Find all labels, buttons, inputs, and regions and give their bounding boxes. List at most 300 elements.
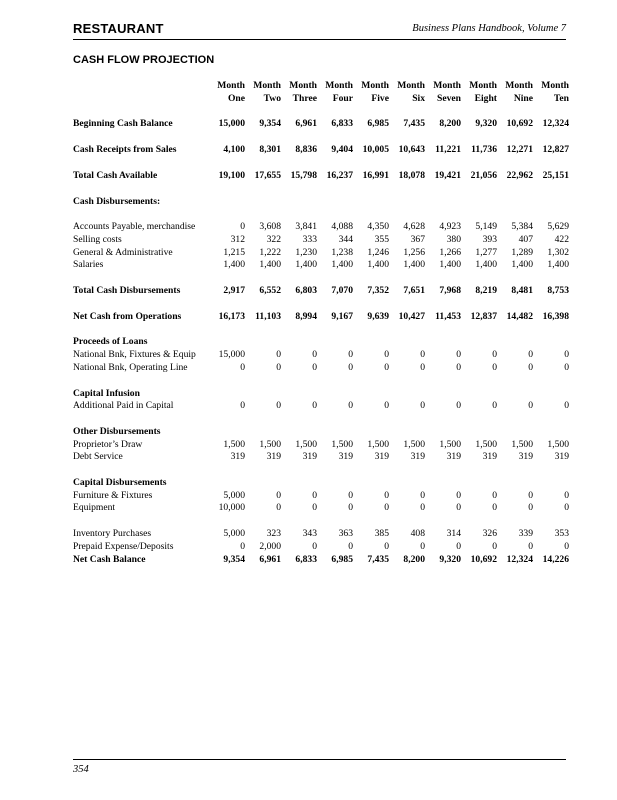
row-value: 0	[420, 349, 425, 361]
page-number: 354	[73, 764, 89, 775]
row-value: 0	[528, 349, 533, 361]
table-row	[73, 285, 569, 298]
row-value: 0	[492, 540, 497, 552]
row-value: 6,961	[259, 553, 281, 565]
row-value: 1,500	[475, 438, 497, 450]
row-value: 1,400	[295, 259, 317, 271]
row-value	[245, 388, 281, 401]
row-value: 6,961	[295, 118, 317, 130]
row-value: 18,078	[398, 169, 425, 181]
row-label: Debt Service	[73, 451, 123, 463]
row-value: 1,302	[547, 246, 569, 258]
column-header: Month	[469, 80, 497, 91]
table-row	[73, 528, 569, 541]
row-value: 319	[374, 451, 389, 463]
spacer-row	[73, 272, 569, 285]
row-value: 319	[482, 451, 497, 463]
row-value	[245, 196, 281, 209]
row-value: 3,608	[259, 221, 281, 233]
row-value	[317, 388, 353, 401]
row-value: 0	[240, 361, 245, 373]
row-value: 408	[410, 528, 425, 540]
spacer-row	[73, 157, 569, 170]
column-header: Five	[371, 92, 389, 104]
spacer-row	[73, 464, 569, 477]
spacer-row	[73, 375, 569, 388]
row-value: 1,400	[223, 259, 245, 271]
header-label-blank	[73, 80, 209, 93]
row-value: 0	[312, 502, 317, 514]
row-label: Cash Receipts from Sales	[73, 144, 177, 156]
row-value: 0	[420, 502, 425, 514]
row-value: 1,500	[439, 438, 461, 450]
row-value	[389, 336, 425, 349]
spacer-cell	[73, 157, 569, 170]
row-value: 8,200	[403, 553, 425, 565]
row-value: 17,655	[254, 169, 281, 181]
row-value: 3,841	[295, 221, 317, 233]
row-value: 2,000	[259, 540, 281, 552]
row-label: Net Cash from Operations	[73, 310, 182, 322]
row-label: Additional Paid in Capital	[73, 400, 174, 412]
header-book-title: Business Plans Handbook, Volume 7	[412, 23, 566, 34]
row-value: 4,628	[403, 221, 425, 233]
row-value: 1,400	[547, 259, 569, 271]
spacer-row	[73, 105, 569, 118]
table-row	[73, 349, 569, 362]
row-value: 8,836	[295, 144, 317, 156]
row-value: 1,500	[295, 438, 317, 450]
row-value: 11,221	[435, 144, 461, 156]
row-value: 7,435	[367, 553, 389, 565]
row-value	[425, 426, 461, 439]
row-value: 12,324	[506, 553, 533, 565]
row-value	[389, 426, 425, 439]
column-header: Four	[332, 92, 353, 104]
row-value: 5,384	[511, 221, 533, 233]
row-value: 0	[312, 489, 317, 501]
row-value: 0	[528, 502, 533, 514]
row-value: 0	[420, 400, 425, 412]
row-value: 10,643	[398, 144, 425, 156]
row-label: Capital Infusion	[73, 387, 140, 399]
table-body	[73, 105, 569, 566]
row-label: Other Disbursements	[73, 425, 161, 437]
column-header: Two	[263, 92, 281, 104]
row-value: 1,277	[475, 246, 497, 258]
spacer-cell	[73, 464, 569, 477]
column-header: Month	[541, 80, 569, 91]
row-value: 1,256	[403, 246, 425, 258]
row-value	[281, 336, 317, 349]
row-value: 11,453	[435, 310, 461, 322]
row-value: 0	[528, 361, 533, 373]
spacer-cell	[73, 105, 569, 118]
row-value: 1,400	[367, 259, 389, 271]
spacer-cell	[73, 131, 569, 144]
row-value: 12,324	[542, 118, 569, 130]
header-section-title: RESTAURANT	[73, 21, 164, 36]
row-value: 1,246	[367, 246, 389, 258]
row-value: 1,289	[511, 246, 533, 258]
spacer-cell	[73, 413, 569, 426]
row-value: 0	[492, 400, 497, 412]
row-value: 0	[528, 489, 533, 501]
row-value: 6,803	[295, 285, 317, 297]
row-value: 422	[554, 233, 569, 245]
row-value: 19,421	[434, 169, 461, 181]
row-value	[389, 477, 425, 490]
row-value: 9,320	[439, 553, 461, 565]
row-value	[425, 477, 461, 490]
spacer-cell	[73, 298, 569, 311]
spacer-row	[73, 298, 569, 311]
row-value	[245, 336, 281, 349]
row-value: 343	[302, 528, 317, 540]
row-value	[497, 477, 533, 490]
column-header: Nine	[513, 92, 533, 104]
row-value: 0	[348, 540, 353, 552]
row-label: Prepaid Expense/Deposits	[73, 540, 174, 552]
column-header: Month	[289, 80, 317, 91]
header-label-blank	[73, 93, 209, 106]
row-value: 0	[240, 221, 245, 233]
row-value: 1,400	[439, 259, 461, 271]
table-row	[73, 311, 569, 324]
row-value: 319	[518, 451, 533, 463]
row-value: 15,798	[290, 169, 317, 181]
table-row	[73, 554, 569, 567]
spacer-cell	[73, 323, 569, 336]
row-value	[209, 477, 245, 490]
table-header	[73, 80, 569, 105]
row-value: 0	[492, 489, 497, 501]
row-value: 1,500	[403, 438, 425, 450]
row-value	[533, 336, 569, 349]
row-value: 0	[492, 502, 497, 514]
row-value	[497, 196, 533, 209]
row-label: Total Cash Disbursements	[73, 285, 181, 297]
row-value: 14,482	[506, 310, 533, 322]
row-value: 10,427	[398, 310, 425, 322]
row-label: Furniture & Fixtures	[73, 489, 153, 501]
row-value	[209, 426, 245, 439]
row-label: Proceeds of Loans	[73, 336, 148, 348]
column-header: Eight	[474, 92, 497, 104]
row-value: 0	[384, 349, 389, 361]
row-value: 1,400	[259, 259, 281, 271]
row-value: 312	[230, 233, 245, 245]
row-value: 22,962	[506, 169, 533, 181]
row-value: 8,994	[295, 310, 317, 322]
row-value: 16,237	[326, 169, 353, 181]
page-title: CASH FLOW PROJECTION	[73, 54, 215, 66]
column-header: Month	[397, 80, 425, 91]
row-value: 0	[564, 361, 569, 373]
spacer-row	[73, 183, 569, 196]
row-value: 319	[338, 451, 353, 463]
row-value	[281, 388, 317, 401]
row-value: 0	[348, 489, 353, 501]
row-value: 355	[374, 233, 389, 245]
row-value	[461, 426, 497, 439]
table-row	[73, 388, 569, 401]
table-row	[73, 144, 569, 157]
row-label: Net Cash Balance	[73, 553, 146, 565]
table-row	[73, 196, 569, 209]
row-value: 1,500	[331, 438, 353, 450]
row-value	[281, 196, 317, 209]
row-value: 7,968	[439, 285, 461, 297]
row-value	[497, 388, 533, 401]
row-value: 0	[276, 502, 281, 514]
table-row	[73, 541, 569, 554]
row-value	[317, 426, 353, 439]
row-value	[425, 336, 461, 349]
table-row	[73, 451, 569, 464]
row-label: Cash Disbursements:	[73, 195, 161, 207]
spacer-row	[73, 208, 569, 221]
table-row	[73, 502, 569, 515]
row-value: 9,320	[475, 118, 497, 130]
row-value: 5,629	[547, 221, 569, 233]
row-label: Beginning Cash Balance	[73, 118, 173, 130]
row-value: 15,000	[218, 118, 245, 130]
row-label: Inventory Purchases	[73, 528, 152, 540]
row-value	[461, 336, 497, 349]
table-row	[73, 234, 569, 247]
row-value: 0	[456, 489, 461, 501]
row-value	[533, 426, 569, 439]
column-header: Month	[361, 80, 389, 91]
spacer-cell	[73, 272, 569, 285]
row-value: 0	[312, 349, 317, 361]
row-label: National Bnk, Fixtures & Equip	[73, 349, 196, 361]
spacer-cell	[73, 183, 569, 196]
row-value: 6,552	[259, 285, 281, 297]
row-value: 344	[338, 233, 353, 245]
row-value: 1,222	[259, 246, 281, 258]
row-value	[533, 388, 569, 401]
row-value: 322	[266, 233, 281, 245]
row-label: General & Administrative	[73, 246, 173, 258]
row-value	[533, 477, 569, 490]
row-value	[353, 477, 389, 490]
row-value	[317, 336, 353, 349]
row-value: 314	[446, 528, 461, 540]
row-value: 0	[456, 540, 461, 552]
row-value	[389, 196, 425, 209]
row-value: 16,173	[218, 310, 245, 322]
row-value	[353, 196, 389, 209]
row-value	[281, 426, 317, 439]
table-row	[73, 118, 569, 131]
row-value: 4,088	[331, 221, 353, 233]
table-row	[73, 477, 569, 490]
row-value: 319	[266, 451, 281, 463]
row-value: 1,400	[475, 259, 497, 271]
spacer-row	[73, 323, 569, 336]
row-value: 1,238	[331, 246, 353, 258]
row-value	[353, 426, 389, 439]
row-value: 0	[276, 489, 281, 501]
column-header: Month	[253, 80, 281, 91]
row-value	[461, 477, 497, 490]
row-value: 5,149	[475, 221, 497, 233]
row-value: 0	[564, 502, 569, 514]
row-value: 9,167	[331, 310, 353, 322]
row-value: 10,692	[470, 553, 497, 565]
row-value: 12,827	[542, 144, 569, 156]
column-header: Month	[217, 80, 245, 91]
row-value	[461, 388, 497, 401]
header-row-number	[73, 93, 569, 106]
column-header: Ten	[553, 92, 569, 104]
row-value: 385	[374, 528, 389, 540]
row-value: 0	[456, 349, 461, 361]
table-row	[73, 170, 569, 183]
column-header: One	[227, 92, 245, 104]
row-value: 380	[446, 233, 461, 245]
column-header: Six	[412, 92, 425, 104]
row-value: 0	[384, 361, 389, 373]
row-value: 12,271	[506, 144, 533, 156]
table-row	[73, 259, 569, 272]
row-value: 0	[564, 540, 569, 552]
row-value: 319	[302, 451, 317, 463]
row-value: 12,837	[470, 310, 497, 322]
row-value: 0	[348, 349, 353, 361]
row-value: 0	[312, 540, 317, 552]
row-value: 7,352	[367, 285, 389, 297]
row-value	[389, 388, 425, 401]
row-value: 14,226	[542, 553, 569, 565]
column-header: Seven	[437, 92, 461, 104]
row-value: 367	[410, 233, 425, 245]
row-value: 0	[276, 349, 281, 361]
row-value: 1,500	[547, 438, 569, 450]
row-value: 8,200	[439, 118, 461, 130]
row-value: 21,056	[470, 169, 497, 181]
row-value	[209, 388, 245, 401]
row-value: 0	[348, 502, 353, 514]
table-row	[73, 426, 569, 439]
row-value	[281, 477, 317, 490]
row-value	[353, 388, 389, 401]
table-row	[73, 439, 569, 452]
row-value: 6,833	[295, 553, 317, 565]
row-value: 5,000	[223, 528, 245, 540]
row-value: 0	[276, 361, 281, 373]
row-value: 1,266	[439, 246, 461, 258]
row-value: 4,923	[439, 221, 461, 233]
row-value: 323	[266, 528, 281, 540]
row-value: 339	[518, 528, 533, 540]
row-label: Selling costs	[73, 233, 122, 245]
row-value: 0	[528, 540, 533, 552]
row-value: 333	[302, 233, 317, 245]
row-value: 16,398	[542, 310, 569, 322]
row-value: 5,000	[223, 489, 245, 501]
row-value: 0	[420, 540, 425, 552]
row-label: Proprietor’s Draw	[73, 438, 143, 450]
row-value: 15,000	[218, 349, 245, 361]
row-label: Total Cash Available	[73, 169, 158, 181]
row-value: 319	[230, 451, 245, 463]
row-value: 1,400	[403, 259, 425, 271]
row-value: 1,400	[511, 259, 533, 271]
row-value: 11,103	[255, 310, 281, 322]
row-value	[317, 477, 353, 490]
row-value: 1,500	[511, 438, 533, 450]
table-row	[73, 221, 569, 234]
column-header: Month	[325, 80, 353, 91]
footer-rule	[73, 759, 566, 760]
column-header: Month	[433, 80, 461, 91]
row-value: 0	[492, 361, 497, 373]
row-value: 353	[554, 528, 569, 540]
row-value: 0	[420, 361, 425, 373]
row-value	[425, 196, 461, 209]
row-value: 9,354	[259, 118, 281, 130]
row-value: 0	[384, 540, 389, 552]
page-header	[73, 19, 566, 40]
row-value: 6,833	[331, 118, 353, 130]
row-value	[353, 336, 389, 349]
table-row	[73, 336, 569, 349]
row-value	[497, 426, 533, 439]
row-value: 7,651	[403, 285, 425, 297]
row-value: 8,301	[259, 144, 281, 156]
row-value: 1,215	[223, 246, 245, 258]
row-value: 8,219	[475, 285, 497, 297]
row-value: 9,404	[331, 144, 353, 156]
spacer-row	[73, 515, 569, 528]
spacer-row	[73, 131, 569, 144]
row-value: 0	[348, 400, 353, 412]
row-value: 393	[482, 233, 497, 245]
row-value: 0	[492, 349, 497, 361]
row-value: 10,005	[362, 144, 389, 156]
row-value	[317, 196, 353, 209]
row-value: 319	[554, 451, 569, 463]
row-value: 0	[312, 361, 317, 373]
row-value: 25,151	[542, 169, 569, 181]
row-value: 9,639	[367, 310, 389, 322]
row-value: 0	[240, 540, 245, 552]
row-value: 1,230	[295, 246, 317, 258]
row-value: 0	[564, 489, 569, 501]
row-value: 0	[456, 502, 461, 514]
row-value: 9,354	[223, 553, 245, 565]
row-value	[533, 196, 569, 209]
row-value: 0	[528, 400, 533, 412]
row-value: 0	[456, 361, 461, 373]
cash-flow-table	[73, 80, 569, 566]
header-row-month	[73, 80, 569, 93]
row-value: 7,435	[403, 118, 425, 130]
row-value: 1,500	[223, 438, 245, 450]
row-value	[245, 426, 281, 439]
row-value	[497, 336, 533, 349]
row-value: 1,500	[367, 438, 389, 450]
row-value: 2,917	[223, 285, 245, 297]
row-label: National Bnk, Operating Line	[73, 361, 188, 373]
row-value: 8,753	[547, 285, 569, 297]
row-value: 19,100	[218, 169, 245, 181]
row-value	[245, 477, 281, 490]
row-value: 16,991	[362, 169, 389, 181]
